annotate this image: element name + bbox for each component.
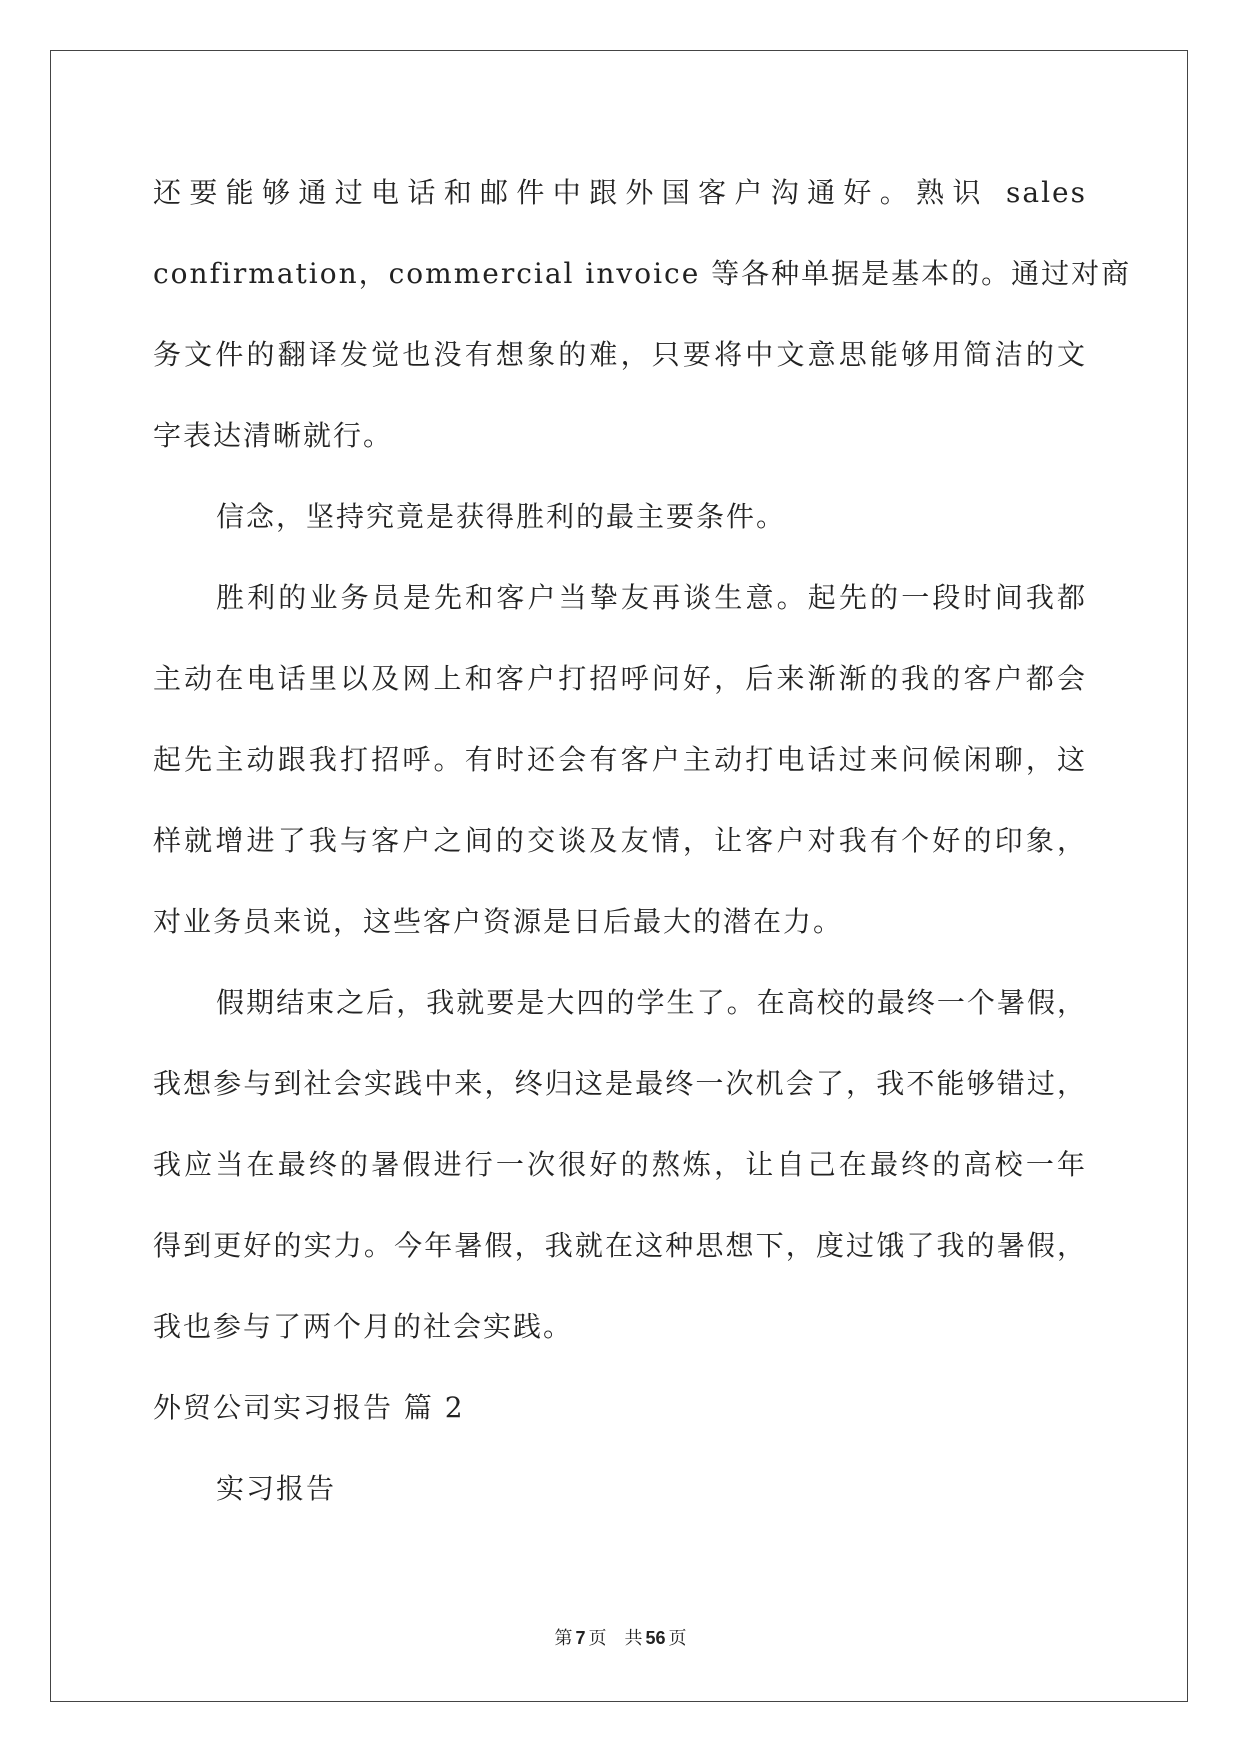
text-line: 我想参与到社会实践中来，终归这是最终一次机会了，我不能够错过，	[153, 1067, 1087, 1100]
text-line: 信念，坚持究竟是获得胜利的最主要条件。	[216, 500, 787, 533]
page-body	[153, 152, 1132, 1529]
text-line: 我应当在最终的暑假进行一次很好的熬炼，让自己在最终的高校一年	[153, 1148, 1087, 1181]
text-line: 主动在电话里以及网上和客户打招呼问好，后来渐渐的我的客户都会	[153, 662, 1087, 695]
text-line: 假期结束之后，我就要是大四的学生了。在高校的最终一个暑假，	[216, 986, 1087, 1019]
total-pages-suffix: 页	[668, 1628, 687, 1649]
text-line: 务文件的翻译发觉也没有想象的难，只要将中文意思能够用简洁的文	[153, 338, 1087, 371]
text-line: confirmation，commercial invoice 等各种单据是基本的。通过对商	[153, 257, 1132, 290]
total-pages: 56	[645, 1628, 666, 1648]
text-line: 字表达清晰就行。	[153, 419, 394, 452]
page-footer	[0, 1625, 1241, 1652]
text-line: 还要能够通过电话和邮件中跟外国客户沟通好。熟识 sales	[153, 176, 1087, 209]
section-subheading: 实习报告	[216, 1472, 337, 1505]
text-line: 对业务员来说，这些客户资源是日后最大的潜在力。	[153, 905, 844, 938]
text-line: 得到更好的实力。今年暑假，我就在这种思想下，度过饿了我的暑假，	[153, 1229, 1087, 1262]
page-number-prefix: 第	[554, 1628, 573, 1649]
page-number: 7	[575, 1628, 586, 1648]
total-pages-prefix: 共	[624, 1628, 643, 1649]
section-heading: 外贸公司实习报告 篇 2	[153, 1391, 465, 1424]
text-line: 我也参与了两个月的社会实践。	[153, 1310, 574, 1343]
page-number-suffix: 页	[588, 1628, 607, 1649]
text-line: 起先主动跟我打招呼。有时还会有客户主动打电话过来问候闲聊，这	[153, 743, 1087, 776]
text-line: 样就增进了我与客户之间的交谈及友情，让客户对我有个好的印象，	[153, 824, 1087, 857]
text-line: 胜利的业务员是先和客户当挚友再谈生意。起先的一段时间我都	[216, 581, 1087, 614]
